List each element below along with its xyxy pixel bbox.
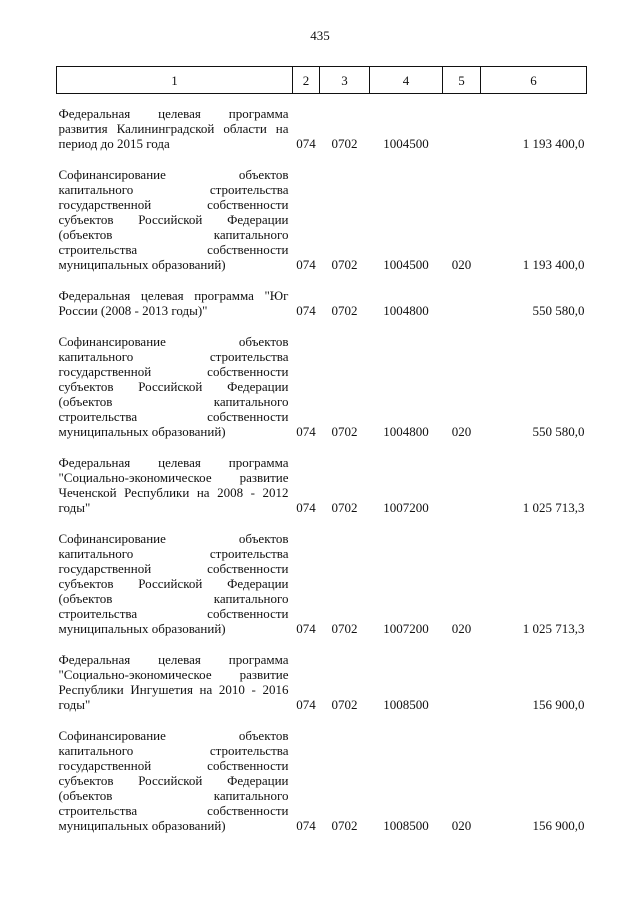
description-line: строительства собственности: [58, 242, 289, 257]
row-description: [57, 167, 293, 288]
description-line: муниципальных образований): [58, 424, 226, 439]
expense-type-code: 020: [451, 257, 472, 272]
description-line: государственной собственности: [58, 197, 289, 212]
table-row: [57, 652, 587, 728]
description-line: развития Калининградской области на: [58, 121, 289, 136]
amount: 1 193 400,0: [522, 136, 585, 151]
description-line: (объектов капитального: [58, 394, 289, 409]
amount: 156 900,0: [532, 697, 585, 712]
table-body: [57, 94, 587, 850]
ministry-code: 074: [296, 136, 316, 151]
column-header-2: 2: [293, 67, 320, 94]
description-line: Федеральная целевая программа: [58, 652, 289, 667]
description-line: годы": [58, 697, 91, 712]
section-code: 0702: [331, 136, 358, 151]
description-line: муниципальных образований): [58, 818, 226, 833]
section-code: 0702: [331, 621, 358, 636]
table-row: [57, 167, 587, 288]
target-article-code: 1004800: [383, 424, 429, 439]
target-article-code: 1004800: [383, 303, 429, 318]
description-line: Софинансирование объектов: [58, 531, 289, 546]
ministry-code: 074: [296, 424, 316, 439]
row-description: [57, 728, 293, 849]
target-article-code: 1007200: [383, 500, 429, 515]
description-line: капитального строительства: [58, 349, 289, 364]
description-line: капитального строительства: [58, 546, 289, 561]
description-line: "Социально-экономическое развитие: [58, 470, 289, 485]
ministry-code: 074: [296, 818, 316, 833]
amount: 550 580,0: [532, 424, 585, 439]
section-code: 0702: [331, 424, 358, 439]
target-article-code: 1004500: [383, 136, 429, 151]
expense-type-code: [443, 94, 481, 168]
column-header-4: 4: [370, 67, 443, 94]
section-code: 0702: [331, 257, 358, 272]
expense-type-code: [443, 455, 481, 531]
description-line: Федеральная целевая программа: [58, 455, 289, 470]
description-line: строительства собственности: [58, 409, 289, 424]
table-row: [57, 728, 587, 849]
section-code: 0702: [331, 500, 358, 515]
budget-table: [56, 66, 587, 849]
description-line: государственной собственности: [58, 758, 289, 773]
column-header-1: 1: [57, 67, 293, 94]
table-row: [57, 455, 587, 531]
description-line: Чеченской Республики на 2008 - 2012: [58, 485, 289, 500]
target-article-code: 1004500: [383, 257, 429, 272]
amount: 1 025 713,3: [522, 621, 585, 636]
description-line: России (2008 - 2013 годы)": [58, 303, 208, 318]
row-description: [57, 94, 293, 168]
description-line: (объектов капитального: [58, 788, 289, 803]
expense-type-code: 020: [451, 818, 472, 833]
row-description: [57, 334, 293, 455]
section-code: 0702: [331, 818, 358, 833]
description-line: субъектов Российской Федерации: [58, 212, 289, 227]
description-line: строительства собственности: [58, 803, 289, 818]
row-description: [57, 288, 293, 334]
description-line: капитального строительства: [58, 182, 289, 197]
description-line: Федеральная целевая программа "Юг: [58, 288, 289, 303]
description-line: "Социально-экономическое развитие: [58, 667, 289, 682]
description-line: субъектов Российской Федерации: [58, 576, 289, 591]
description-line: муниципальных образований): [58, 621, 226, 636]
row-description: [57, 652, 293, 728]
expense-type-code: [443, 288, 481, 334]
target-article-code: 1008500: [383, 818, 429, 833]
description-line: период до 2015 года: [58, 136, 170, 151]
row-description: [57, 455, 293, 531]
section-code: 0702: [331, 303, 358, 318]
ministry-code: 074: [296, 500, 316, 515]
description-line: (объектов капитального: [58, 591, 289, 606]
description-line: годы": [58, 500, 91, 515]
ministry-code: 074: [296, 303, 316, 318]
target-article-code: 1007200: [383, 621, 429, 636]
expense-type-code: [443, 652, 481, 728]
table-row: [57, 288, 587, 334]
ministry-code: 074: [296, 697, 316, 712]
description-line: Софинансирование объектов: [58, 728, 289, 743]
column-header-6: 6: [481, 67, 587, 94]
description-line: Софинансирование объектов: [58, 334, 289, 349]
amount: 550 580,0: [532, 303, 585, 318]
row-description: [57, 531, 293, 652]
description-line: (объектов капитального: [58, 227, 289, 242]
table-header-row: [57, 67, 587, 94]
description-line: субъектов Российской Федерации: [58, 379, 289, 394]
description-line: строительства собственности: [58, 606, 289, 621]
description-line: капитального строительства: [58, 743, 289, 758]
column-header-3: 3: [320, 67, 370, 94]
table-row: [57, 531, 587, 652]
table-row: [57, 94, 587, 168]
section-code: 0702: [331, 697, 358, 712]
description-line: Республики Ингушетия на 2010 - 2016: [58, 682, 289, 697]
description-line: субъектов Российской Федерации: [58, 773, 289, 788]
description-line: государственной собственности: [58, 561, 289, 576]
description-line: муниципальных образований): [58, 257, 226, 272]
expense-type-code: 020: [451, 621, 472, 636]
description-line: государственной собственности: [58, 364, 289, 379]
amount: 1 025 713,3: [522, 500, 585, 515]
column-header-5: 5: [443, 67, 481, 94]
ministry-code: 074: [296, 621, 316, 636]
amount: 1 193 400,0: [522, 257, 585, 272]
target-article-code: 1008500: [383, 697, 429, 712]
page-number: 435: [310, 28, 330, 43]
description-line: Федеральная целевая программа: [58, 106, 289, 121]
expense-type-code: 020: [451, 424, 472, 439]
amount: 156 900,0: [532, 818, 585, 833]
ministry-code: 074: [296, 257, 316, 272]
table-row: [57, 334, 587, 455]
description-line: Софинансирование объектов: [58, 167, 289, 182]
